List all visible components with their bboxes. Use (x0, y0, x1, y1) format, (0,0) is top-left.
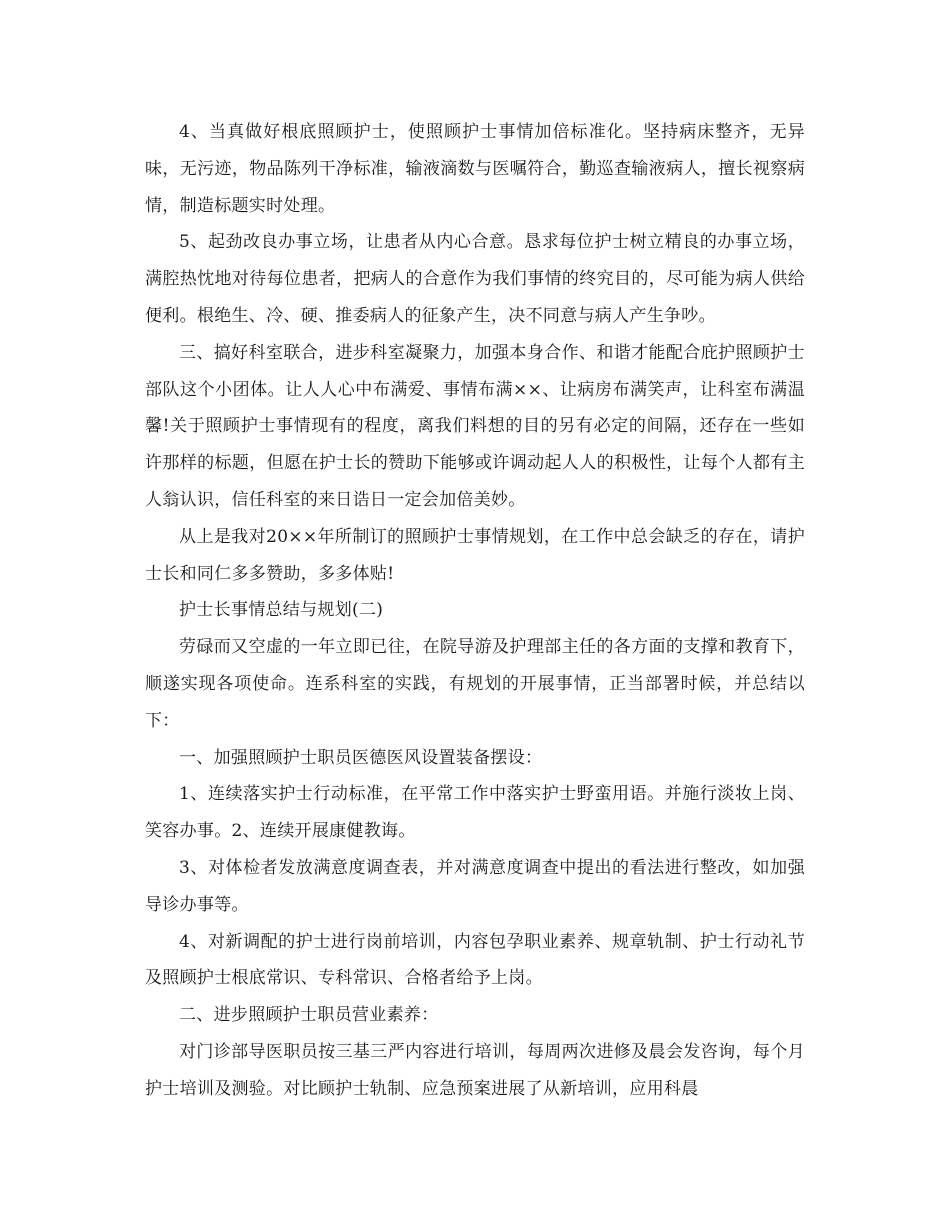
paragraph-training: 对门诊部导医职员按三基三严内容进行培训，每周两次进修及晨会发咨询，每个月护士培训及测验。对比顾护士轨制、应急预案进展了从新培训，应用科晨 (145, 1041, 805, 1099)
paragraph-section-3: 三、搞好科室联合，进步科室凝聚力，加强本身合作、和谐才能配合庇护照顾护士部队这个小团体。让人人心中布满爱、事情布满××、让病房布满笑声，让科室布满温馨!关于照顾护士事情现有的程度，离我们料想的目的另有必定的间隔，还存在一些如许那样的标题，但愿在护士长的赞助下能够或许调动起人人的积极性，让每个人都有主人翁认识，信任科室的来日诰日一定会加倍美妙。 (145, 342, 805, 510)
paragraph-item-5: 5、起劲改良办事立场，让患者从内心合意。恳求每位护士树立精良的办事立场，满腔热忱地对待每位患者，把病人的合意作为我们事情的终究目的，尽可能为病人供给便利。根绝生、冷、硬、推委病人的征象产生，决不同意与病人产生争吵。 (145, 232, 805, 326)
heading-section-2: 二、进步照顾护士职员营业素养： (179, 1005, 439, 1026)
paragraph-item-3: 3、对体检者发放满意度调查表，并对满意度调查中提出的看法进行整改，如加强导诊办事等。 (145, 857, 805, 915)
paragraph-item-1: 1、连续落实护士行动标准，在平常工作中落实护士野蛮用语。并施行淡妆上岗、笑容办事。2、连续开展康健教诲。 (145, 784, 805, 842)
paragraph-item-4: 4、当真做好根底照顾护士，使照顾护士事情加倍标准化。坚持病床整齐，无异味，无污迹，物品陈列干净标准，输液滴数与医嘱符合，勤巡查输液病人，擅长视察病情，制造标题实时处理。 (145, 122, 805, 216)
paragraph-item-4b: 4、对新调配的护士进行岗前培训，内容包孕职业素养、规章轨制、护士行动礼节及照顾护士根底常识、专科常识、合格者给予上岗。 (145, 931, 805, 989)
document-body (145, 114, 805, 1108)
heading-section-1: 一、加强照顾护士职员医德医风设置装备摆设： (179, 747, 543, 768)
paragraph-conclusion: 从上是我对20××年所制订的照顾护士事情规划，在工作中总会缺乏的存在，请护士长和同仁多多赞助，多多体贴! (145, 526, 805, 584)
paragraph-intro: 劳碌而又空虚的一年立即已往，在院导游及护理部主任的各方面的支撑和教育下，顺遂实现各项使命。连系科室的实践，有规划的开展事情，正当部署时候，并总结以下： (145, 637, 805, 731)
section-title: 护士长事情总结与规划(二) (179, 600, 384, 621)
